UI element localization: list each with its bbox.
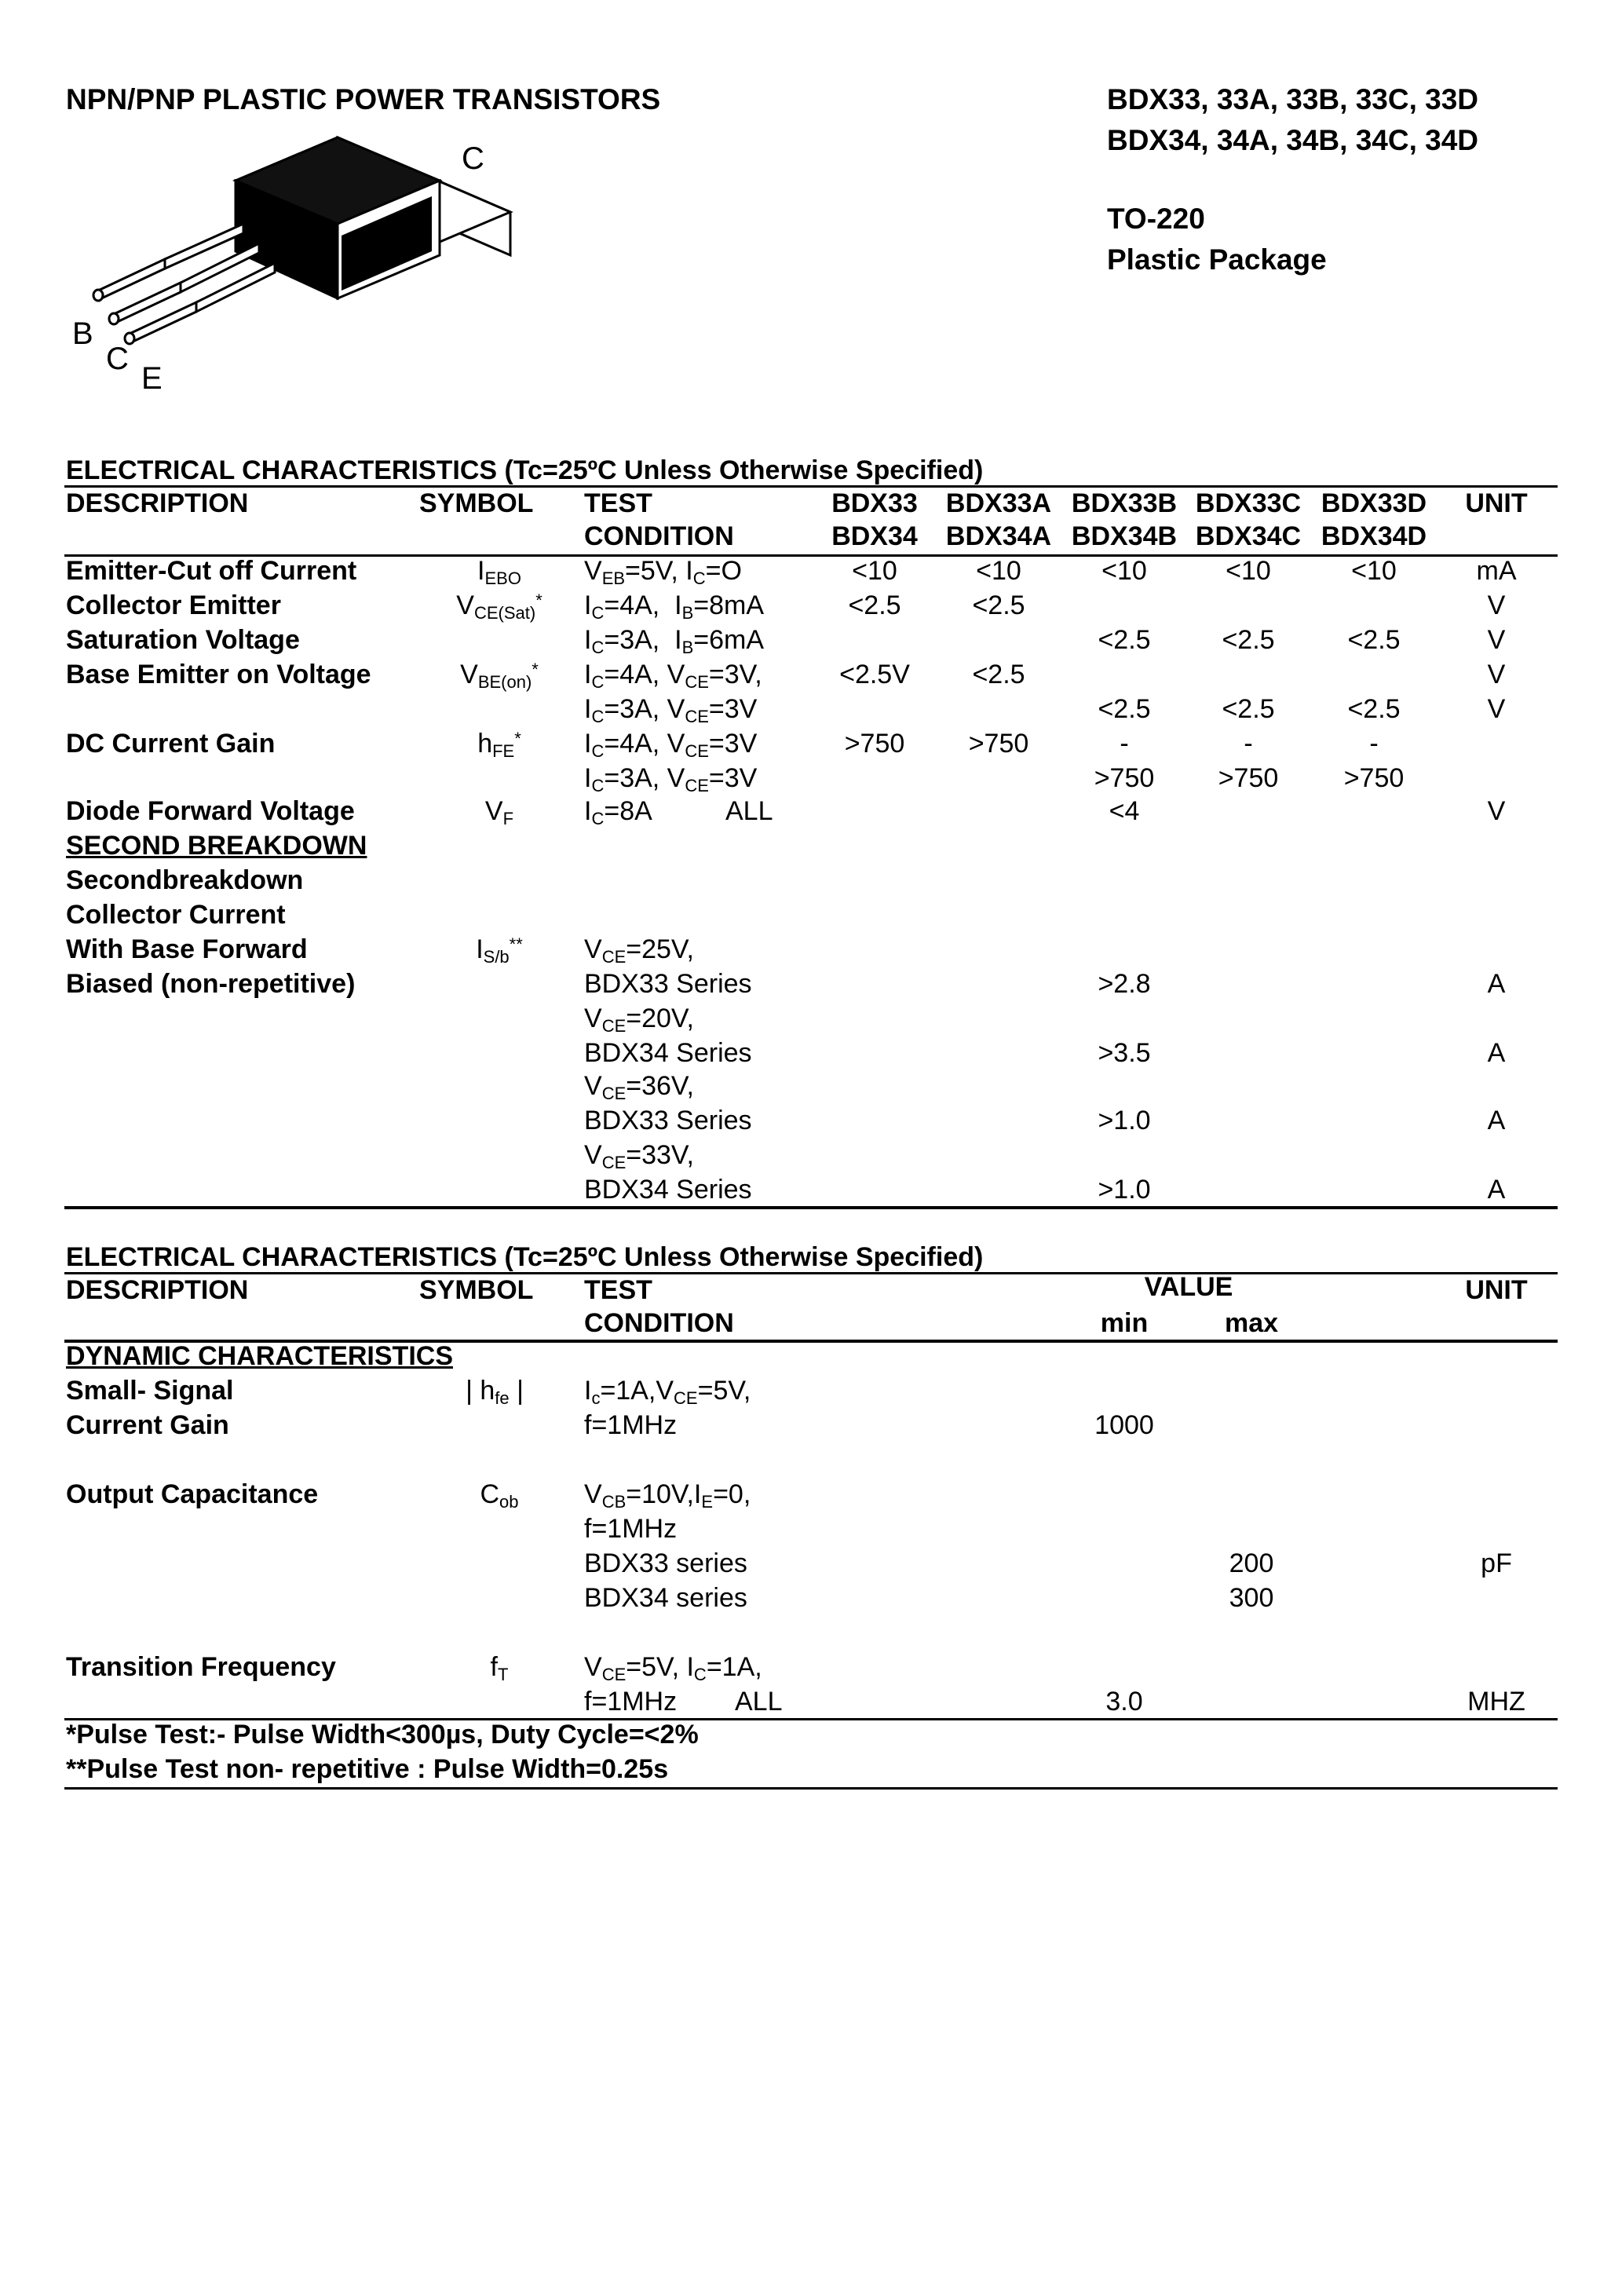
t1-header-description: DESCRIPTION bbox=[66, 488, 249, 518]
t1-header-part: BDX34D bbox=[1321, 521, 1427, 551]
condition-series: BDX33 Series bbox=[584, 1106, 752, 1135]
value-cell: <10 bbox=[852, 556, 897, 586]
value-cell: >3.5 bbox=[1098, 1038, 1151, 1068]
desc-output-capacitance: Output Capacitance bbox=[66, 1479, 319, 1509]
condition-dc-gain-1: $I_C=4A$, $V_{CE}=3V$ bbox=[584, 729, 758, 761]
value-cell: <10 bbox=[1351, 556, 1397, 586]
t1-header-test: TEST bbox=[584, 488, 652, 518]
unit-cell: A bbox=[1487, 969, 1506, 999]
t1-header-symbol: SYMBOL bbox=[419, 488, 534, 518]
desc-second-breakdown: With Base Forward bbox=[66, 934, 308, 964]
condition-all: ALL bbox=[725, 796, 773, 826]
section-dynamic-characteristics: DYNAMIC CHARACTERISTICS bbox=[66, 1341, 453, 1371]
t1-header-part: BDX33B bbox=[1071, 488, 1178, 518]
value-cell: <2.5 bbox=[1098, 694, 1151, 724]
footnote-pulse-non-repetitive: **Pulse Test non- repetitive : Pulse Width=0.25s bbox=[66, 1754, 669, 1784]
symbol-vbeon: $V_{BE(on)}^*$ bbox=[460, 660, 539, 692]
value-cell: <2.5V bbox=[839, 660, 910, 689]
table2-top-rule bbox=[64, 1272, 1558, 1274]
table1-top-rule bbox=[64, 485, 1558, 488]
unit-cell: V bbox=[1487, 694, 1506, 724]
value-cell: <2.5 bbox=[1222, 694, 1275, 724]
symbol-hfe-small: | $h_{fe}$ | bbox=[466, 1376, 524, 1408]
condition-series: BDX33 Series bbox=[584, 969, 752, 999]
part-numbers-line1: BDX33, 33A, 33B, 33C, 33D bbox=[1107, 83, 1479, 115]
condition-emitter-cutoff: $V_{EB}=5V$, $I_C=O$ bbox=[584, 556, 742, 588]
value-cell: <2.5 bbox=[972, 590, 1025, 620]
symbol-hfe: $h_{FE}^*$ bbox=[477, 729, 521, 761]
table2-bottom-rule bbox=[64, 1787, 1558, 1790]
table2-title: ELECTRICAL CHARACTERISTICS (Tc=25ºC Unless Otherwise Specified) bbox=[66, 1242, 984, 1272]
condition-series: BDX34 Series bbox=[584, 1038, 752, 1068]
page-title: NPN/PNP PLASTIC POWER TRANSISTORS bbox=[66, 83, 661, 115]
desc-second-breakdown: Collector Current bbox=[66, 900, 286, 930]
t1-header-part: BDX33A bbox=[945, 488, 1052, 518]
value-cell: >1.0 bbox=[1098, 1106, 1151, 1135]
condition-vce: $V_{CE}=36V$, bbox=[584, 1071, 694, 1103]
value-cell: - bbox=[1120, 729, 1129, 759]
t1-header-part: BDX33D bbox=[1321, 488, 1427, 518]
desc-second-breakdown: Biased (non-repetitive) bbox=[66, 969, 356, 999]
unit-cell: MHZ bbox=[1467, 1687, 1525, 1717]
t2-header-symbol: SYMBOL bbox=[419, 1275, 534, 1305]
symbol-vf: $V_F$ bbox=[484, 796, 514, 828]
condition-transition-1: $V_{CE}=5V$, $I_C=1A$, bbox=[584, 1652, 762, 1684]
t2-header-unit: UNIT bbox=[1465, 1275, 1528, 1305]
value-cell: >750 bbox=[844, 729, 905, 759]
t2-header-condition: CONDITION bbox=[584, 1308, 734, 1338]
condition-be-on-2: $I_C=3A$, $V_{CE}=3V$ bbox=[584, 694, 758, 726]
symbol-ft: $f_T$ bbox=[490, 1652, 509, 1684]
desc-second-breakdown: Secondbreakdown bbox=[66, 865, 304, 895]
t1-header-unit: UNIT bbox=[1465, 488, 1528, 518]
condition-dc-gain-2: $I_C=3A$, $V_{CE}=3V$ bbox=[584, 763, 758, 795]
value-cell: <2.5 bbox=[1347, 694, 1401, 724]
t2-header-description: DESCRIPTION bbox=[66, 1275, 249, 1305]
value-cell: <2.5 bbox=[1098, 625, 1151, 655]
condition-transition-2: f=1MHz bbox=[584, 1687, 678, 1717]
pin-label-b: B bbox=[72, 316, 93, 351]
condition-ce-sat-1: $I_C=4A$, $I_B=8mA$ bbox=[584, 590, 765, 623]
value-cell: <2.5 bbox=[972, 660, 1025, 689]
pin-label-c: C bbox=[106, 342, 129, 376]
value-cell: >750 bbox=[1218, 763, 1279, 793]
t1-header-part: BDX33 bbox=[831, 488, 918, 518]
symbol-vcesat: $V_{CE(Sat)}^*$ bbox=[456, 590, 542, 623]
condition-small-signal-2: f=1MHz bbox=[584, 1410, 678, 1440]
value-max: 300 bbox=[1229, 1583, 1274, 1613]
symbol-cob: $C_{ob}$ bbox=[480, 1479, 519, 1512]
condition-vce: $V_{CE}=33V$, bbox=[584, 1140, 694, 1172]
table1-title: ELECTRICAL CHARACTERISTICS (Tc=25ºC Unless Otherwise Specified) bbox=[66, 455, 984, 485]
condition-vce: $V_{CE}=20V$, bbox=[584, 1004, 694, 1036]
value-cell: <2.5 bbox=[1347, 625, 1401, 655]
to220-package-icon bbox=[71, 133, 526, 400]
value-cell: >750 bbox=[968, 729, 1029, 759]
t1-header-part: BDX34 bbox=[831, 521, 918, 551]
condition-output-cap-2: f=1MHz bbox=[584, 1514, 678, 1544]
unit-cell: pF bbox=[1481, 1548, 1512, 1578]
condition-series: BDX34 Series bbox=[584, 1175, 752, 1205]
unit-cell: A bbox=[1487, 1106, 1506, 1135]
unit-cell: V bbox=[1487, 796, 1506, 826]
t2-header-test: TEST bbox=[584, 1275, 652, 1305]
value-cell: <10 bbox=[976, 556, 1021, 586]
value-cell: - bbox=[1244, 729, 1253, 759]
desc-ce-sat-2: Saturation Voltage bbox=[66, 625, 300, 655]
desc-current-gain: Current Gain bbox=[66, 1410, 229, 1440]
condition-output-cap-1: $V_{CB}=10V,I_E=0$, bbox=[584, 1479, 751, 1512]
pin-label-tab: C bbox=[462, 141, 484, 176]
desc-small-signal: Small- Signal bbox=[66, 1376, 234, 1406]
condition-ce-sat-2: $I_C=3A$, $I_B=6mA$ bbox=[584, 625, 765, 657]
symbol-isb: $I_{S/b}^{**}$ bbox=[476, 934, 523, 967]
t1-header-part: BDX34C bbox=[1195, 521, 1302, 551]
part-numbers-line2: BDX34, 34A, 34B, 34C, 34D bbox=[1107, 124, 1479, 156]
unit-cell: V bbox=[1487, 590, 1506, 620]
condition-series: BDX34 series bbox=[584, 1583, 747, 1613]
t2-header-max: max bbox=[1224, 1308, 1279, 1338]
value-min: 1000 bbox=[1094, 1410, 1154, 1440]
unit-cell: mA bbox=[1476, 556, 1517, 586]
value-cell: >750 bbox=[1343, 763, 1405, 793]
t1-header-part: BDX34A bbox=[945, 521, 1052, 551]
t2-header-value: VALUE bbox=[1144, 1272, 1233, 1302]
symbol-iebo: $I_{EBO}$ bbox=[477, 556, 521, 588]
t2-header-min: min bbox=[1100, 1308, 1149, 1338]
condition-small-signal-1: $I_c=1A,V_{CE}=5V$, bbox=[584, 1376, 751, 1408]
desc-diode-forward: Diode Forward Voltage bbox=[66, 796, 355, 826]
condition-vce: $V_{CE}=25V$, bbox=[584, 934, 694, 967]
value-cell: >750 bbox=[1094, 763, 1155, 793]
t1-header-part: BDX33C bbox=[1195, 488, 1302, 518]
t1-header-part: BDX34B bbox=[1071, 521, 1178, 551]
unit-cell: A bbox=[1487, 1175, 1506, 1205]
section-second-breakdown: SECOND BREAKDOWN bbox=[66, 831, 367, 861]
desc-emitter-cutoff: Emitter-Cut off Current bbox=[66, 556, 357, 586]
condition-diode-forward: $I_C=8A$ bbox=[584, 796, 652, 828]
condition-series: BDX33 series bbox=[584, 1548, 747, 1578]
desc-ce-sat-1: Collector Emitter bbox=[66, 590, 281, 620]
t1-header-condition: CONDITION bbox=[584, 521, 734, 551]
unit-cell: A bbox=[1487, 1038, 1506, 1068]
condition-be-on-1: $I_C=4A$, $V_{CE}=3V$, bbox=[584, 660, 762, 692]
condition-all: ALL bbox=[735, 1687, 783, 1717]
value-cell: <10 bbox=[1226, 556, 1271, 586]
desc-dc-gain: DC Current Gain bbox=[66, 729, 276, 759]
value-cell: <10 bbox=[1101, 556, 1147, 586]
value-cell: - bbox=[1369, 729, 1379, 759]
value-cell: >1.0 bbox=[1098, 1175, 1151, 1205]
value-cell: >2.8 bbox=[1098, 969, 1151, 999]
footnote-pulse-test: *Pulse Test:- Pulse Width<300µs, Duty Cycle=<2% bbox=[66, 1720, 699, 1749]
package-type: TO-220 bbox=[1107, 203, 1205, 235]
unit-cell: V bbox=[1487, 625, 1506, 655]
package-description: Plastic Package bbox=[1107, 243, 1327, 276]
value-cell: <2.5 bbox=[848, 590, 901, 620]
value-min: 3.0 bbox=[1105, 1687, 1143, 1717]
desc-be-on: Base Emitter on Voltage bbox=[66, 660, 371, 689]
value-cell: <2.5 bbox=[1222, 625, 1275, 655]
unit-cell: V bbox=[1487, 660, 1506, 689]
value-cell: <4 bbox=[1109, 796, 1140, 826]
desc-transition-frequency: Transition Frequency bbox=[66, 1652, 336, 1682]
value-max: 200 bbox=[1229, 1548, 1274, 1578]
pin-label-e: E bbox=[141, 361, 163, 396]
table1-bottom-rule bbox=[64, 1206, 1558, 1209]
